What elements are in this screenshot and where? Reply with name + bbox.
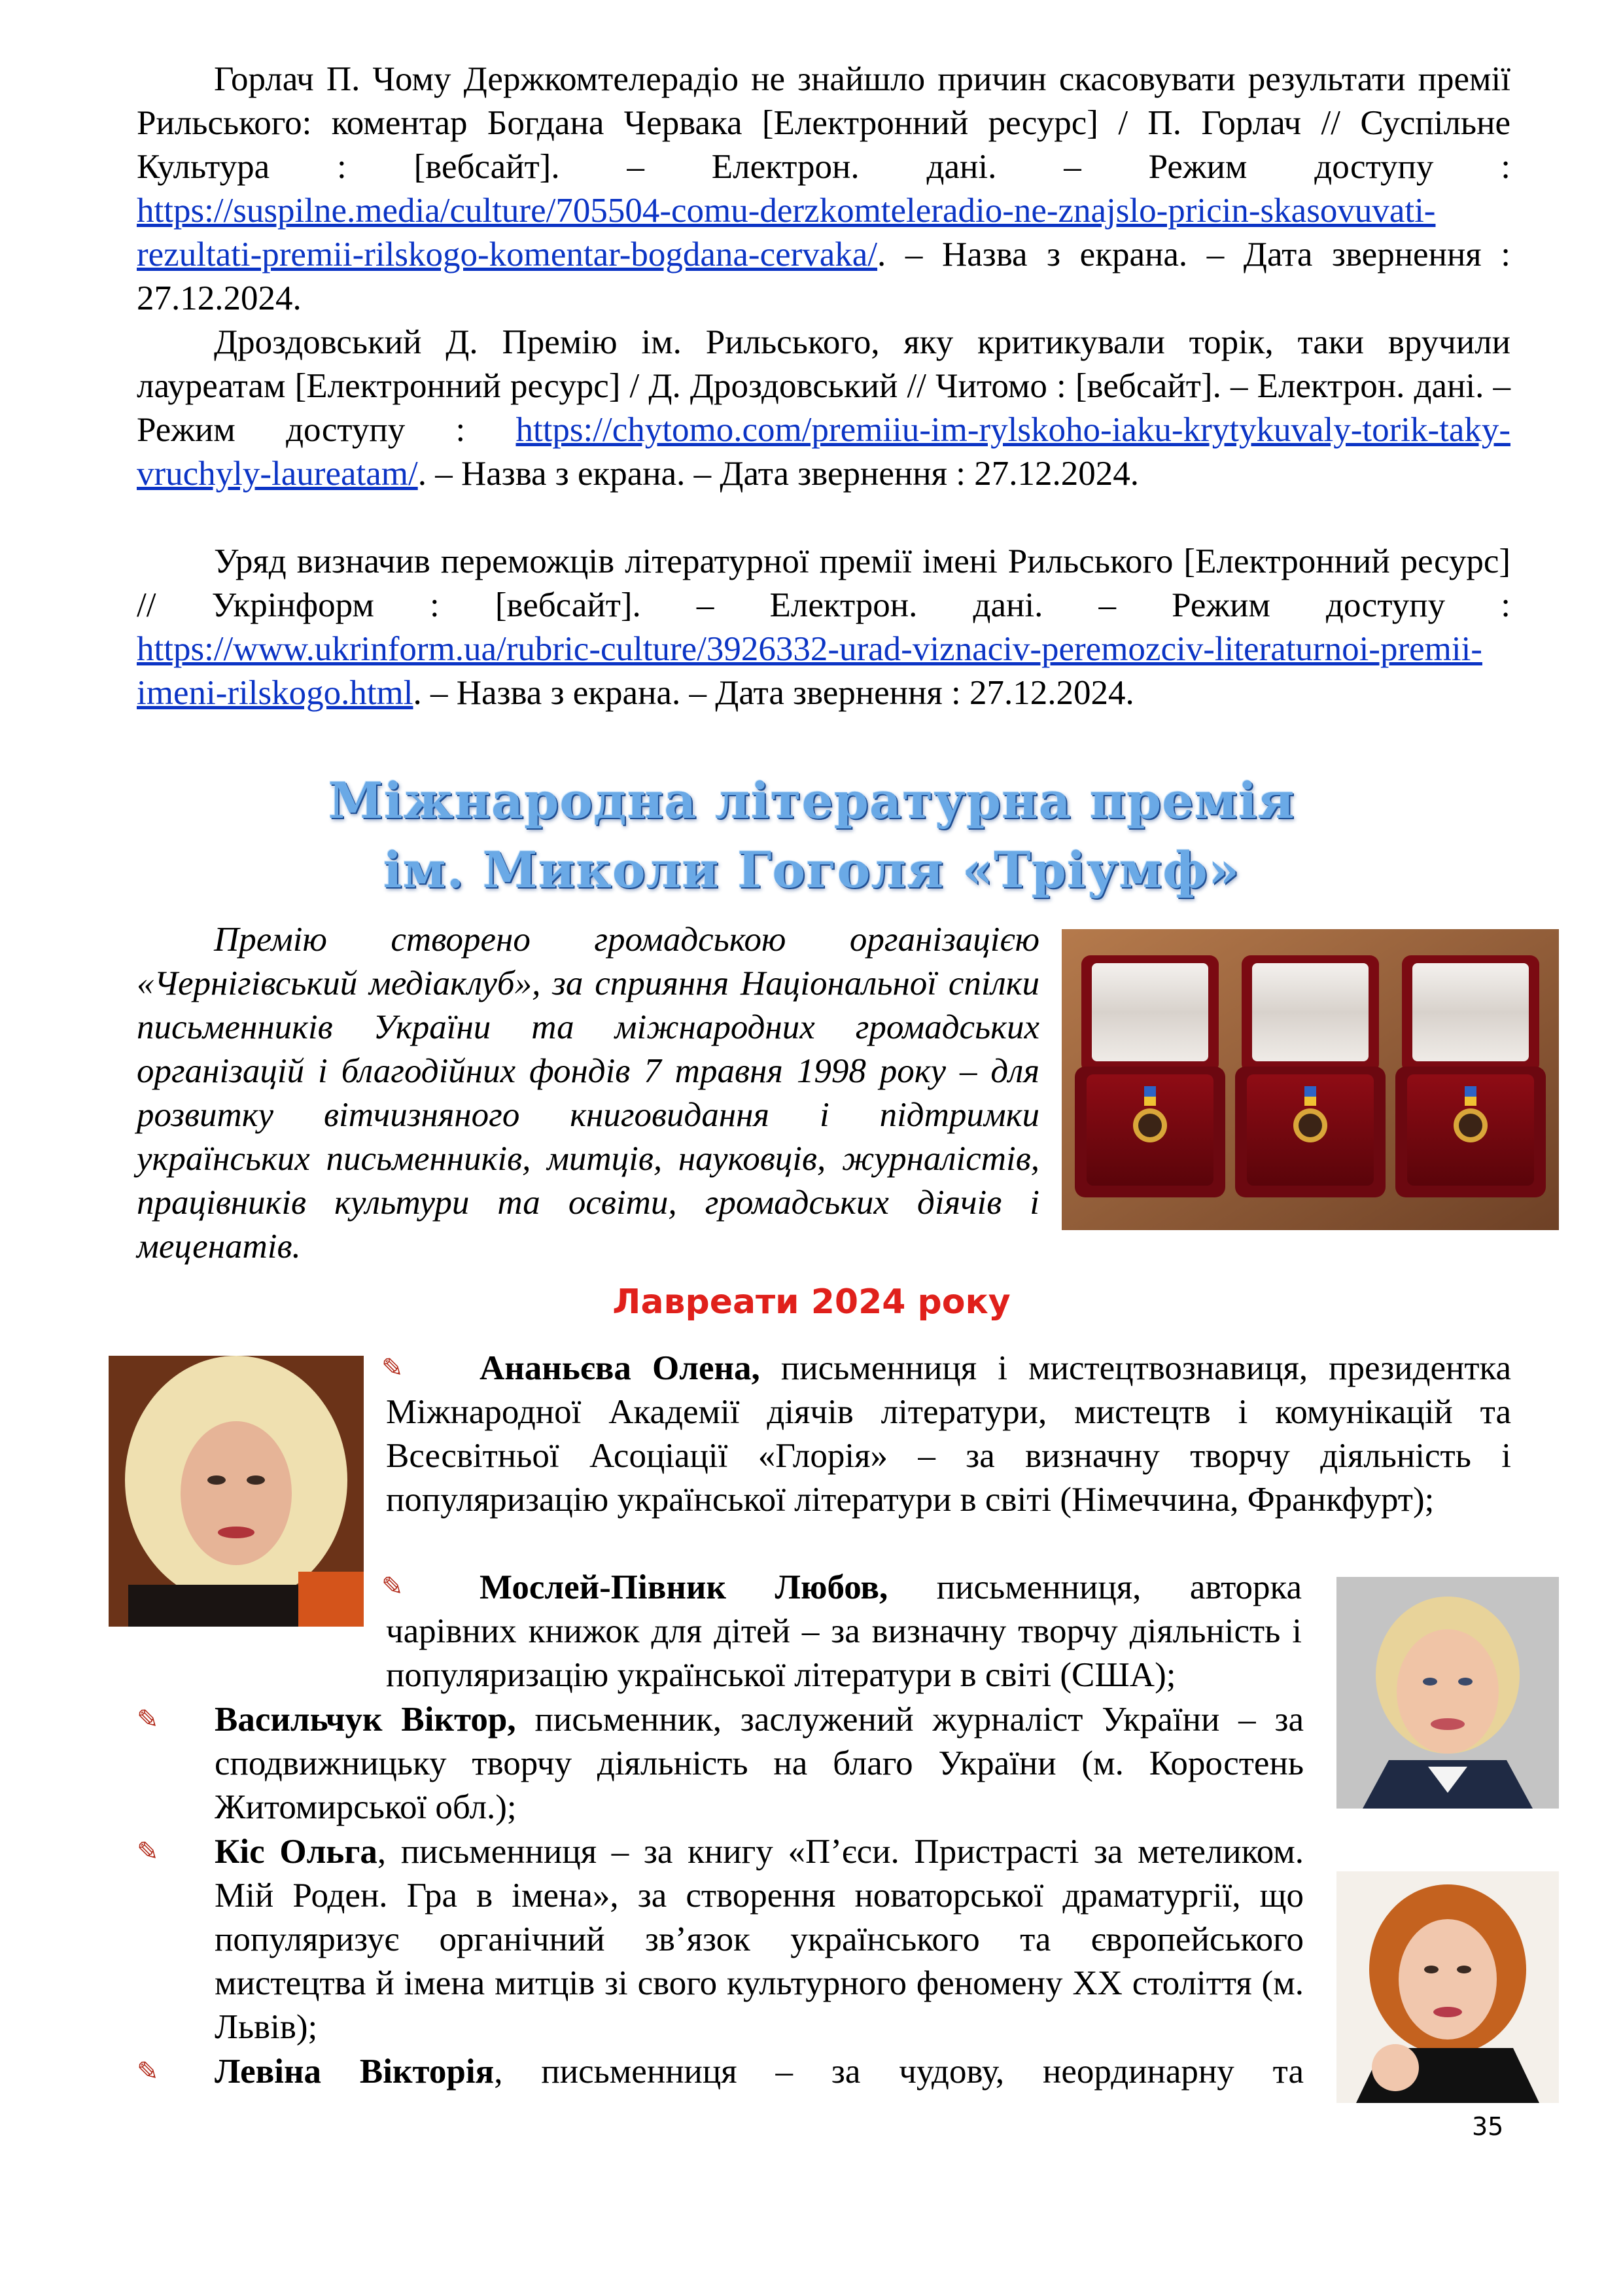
quill-pen-icon: ✎	[381, 1572, 404, 1602]
section-title-line-2: ім. Миколи Гоголя «Тріумф»	[383, 841, 1240, 899]
laureate-name: Мослей-Півник Любов,	[480, 1568, 888, 1606]
laureate-description: письменниця і мистецтвознавиця, президентка Міжнародної Академії діячів літератури, мистецтв і комунікацій та Всесвітньої Асоціації «Глорія» – за визначну творчу діяльність і популяризацію української літератури в світі (Німеччина, Франкфурт);	[386, 1349, 1511, 1519]
reference-text: Уряд визначив переможців літературної премії імені Рильського [Електронний ресурс] // Укрінформ : [вебсайт]. – Електрон. дані. – Режим доступу :	[137, 542, 1510, 624]
laureate-description: письменниця, авторка чарівних книжок для дітей – за визначну творчу діяльність і популяризацію української літератури в світі (США);	[386, 1568, 1302, 1694]
portrait-kis	[1336, 1871, 1559, 2103]
reference-tail: . – Назва з екрана. – Дата звернення : 27.12.2024.	[413, 674, 1134, 712]
reference-tail: . – Назва з екрана. – Дата звернення : 27.12.2024.	[137, 236, 1510, 317]
laureate-name: Ананьєва Олена,	[480, 1349, 760, 1387]
reference-ukrinform	[137, 540, 1510, 715]
reference-drozdovskyi	[137, 321, 1510, 496]
reference-horlach	[137, 58, 1510, 321]
laureate-name: Кіс Ольга	[215, 1833, 377, 1871]
laureate-name: Васильчук Віктор,	[215, 1701, 516, 1739]
reference-tail: . – Назва з екрана. – Дата звернення : 27.12.2024.	[417, 455, 1139, 493]
laureate-description: , письменниця – за чудову, неординарну та	[494, 2053, 1304, 2091]
laureate-entry	[215, 1830, 1304, 2049]
laureates-heading: Лавреати 2024 року	[612, 1282, 1011, 1322]
quill-pen-icon: ✎	[137, 2057, 159, 2087]
reference-text: Дроздовський Д. Премію ім. Рильського, яку критикували торік, таки вручили лауреатам [Електронний ресурс] / Д. Дроздовський // Читомо : [вебсайт]. – Електрон. дані. – Режим доступу :	[137, 323, 1510, 449]
award-intro: Премію створено громадською організацією «Чернігівський медіаклуб», за сприяння Національної спілки письменників України та міжнародних громадських організацій і благодійних фондів 7 травня 1998 року – для розвитку вітчизняного книговидання і підтримки українських письменників, митців, науковців, журналістів, працівників культури та освіти, громадських діячів і меценатів.	[137, 921, 1039, 1265]
portrait-ananieva	[109, 1356, 364, 1627]
laureate-description: письменник, заслужений журналіст України – за сподвижницьку творчу діяльність на благо України (м. Коростень Житомирської обл.);	[215, 1701, 1304, 1826]
reference-link-chytomo[interactable]: https://chytomo.com/premiiu-im-rylskoho-iaku-krytykuvaly-torik-taky-vruchyly-laureatam/	[137, 411, 1510, 493]
laureate-description: , письменниця – за книгу «П’єси. Пристрасті за метеликом. Мій Роден. Гра в імена», за створення новаторської драматургії, що популяризує органічний зв’язок українського та європейського мистецтва й імена митців зі свого культурного феномену ХХ століття (м. Львів);	[215, 1833, 1304, 2046]
section-title-line-1: Міжнародна літературна премія	[328, 771, 1295, 830]
laureate-name: Левіна Вікторія	[215, 2053, 495, 2091]
portrait-mosley-pivnyk	[1336, 1577, 1559, 1809]
quill-pen-icon: ✎	[381, 1353, 404, 1383]
laureate-entry	[215, 1698, 1304, 1829]
medals-photo	[1062, 929, 1559, 1230]
laureate-entry	[386, 1347, 1511, 1522]
quill-pen-icon: ✎	[137, 1704, 159, 1735]
quill-pen-icon: ✎	[137, 1837, 159, 1867]
reference-link-suspilne[interactable]: https://suspilne.media/culture/705504-comu-derzkomteleradio-ne-znajslo-pricin-skasovuvati-rezultati-premii-rilskogo-komentar-bogdana-cervaka/	[137, 192, 1436, 274]
reference-text: Горлач П. Чому Держкомтелерадіо не знайшло причин скасовувати результати премії Рильського: коментар Богдана Червака [Електронний ресурс] / П. Горлач // Суспільне Культура : [вебсайт]. – Електрон. дані. – Режим доступу :	[137, 60, 1510, 186]
page-number: 35	[1472, 2112, 1504, 2141]
laureate-entry	[215, 2050, 1304, 2094]
laureate-entry	[386, 1566, 1302, 1697]
reference-link-ukrinform[interactable]: https://www.ukrinform.ua/rubric-culture/3926332-urad-viznaciv-peremozciv-literaturnoi-premii-imeni-rilskogo.html	[137, 630, 1482, 712]
